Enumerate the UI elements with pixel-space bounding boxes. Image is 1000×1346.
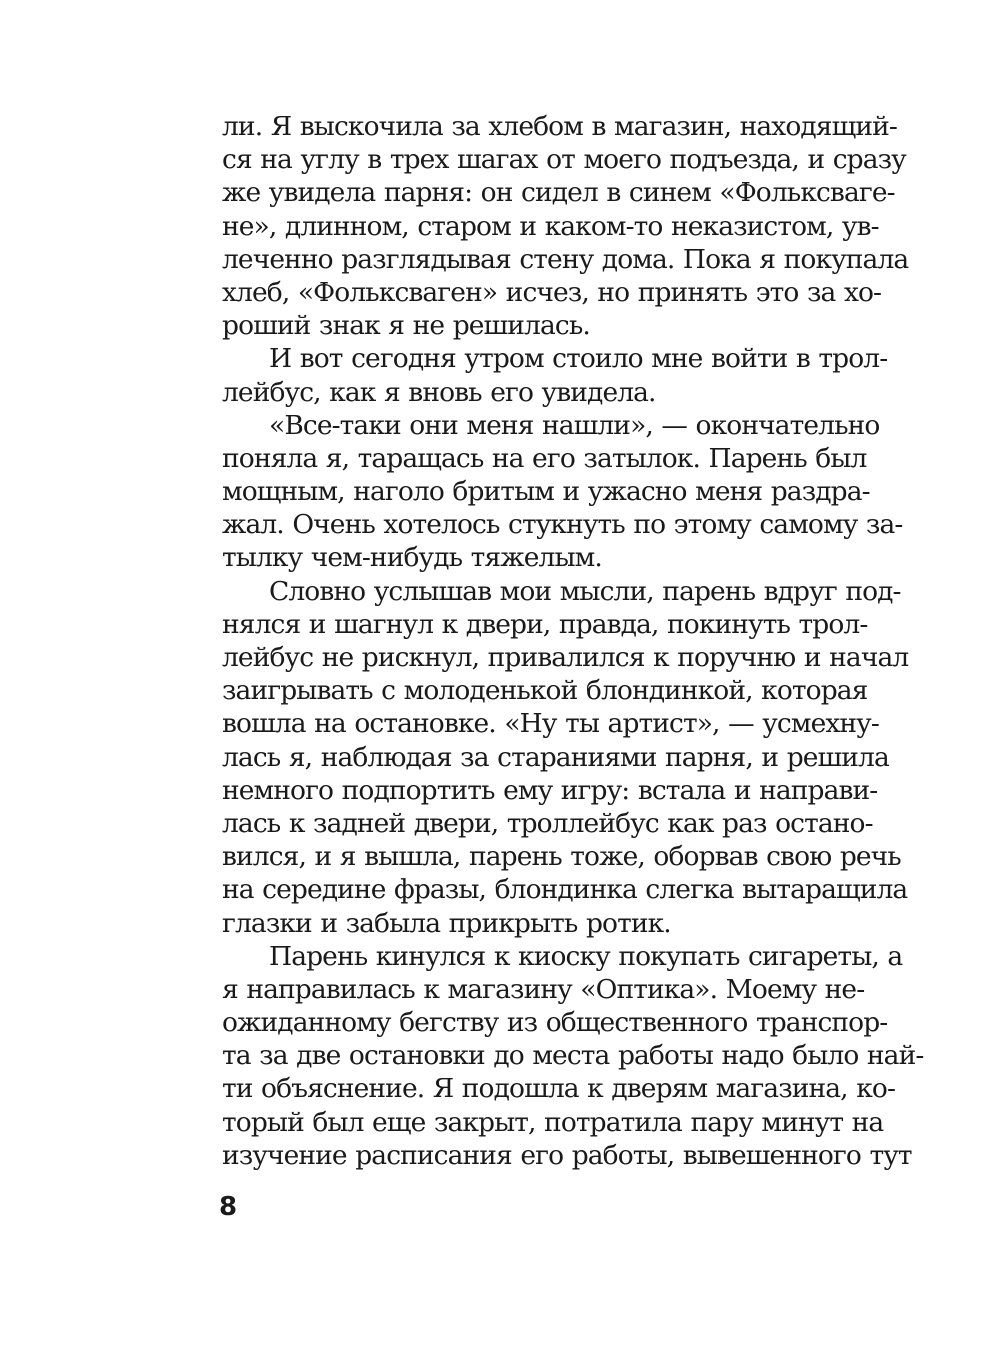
text-line: на середине фразы, блондинка слегка вытаращила [222, 874, 908, 906]
text-line: тылку чем-нибудь тяжелым. [222, 542, 602, 574]
text-line: роший знак я не решилась. [222, 310, 590, 342]
text-line: торый был еще закрыт, потратила пару минут на [222, 1106, 884, 1138]
text-line: вился, и я вышла, парень тоже, оборвав свою речь [222, 841, 901, 873]
text-line: хлеб, «Фольксваген» исчез, но принять это за хо- [222, 276, 882, 308]
text-line: заигрывать с молоденькой блондинкой, которая [222, 675, 868, 707]
text-line: ли. Я выскочила за хлебом в магазин, находящий- [222, 111, 897, 142]
text-line: немного подпортить ему игру: встала и направи- [222, 774, 878, 806]
text-line: мощным, наголо бритым и ужасно меня раздра- [222, 476, 870, 508]
text-line: леченно разглядывая стену дома. Пока я покупала [222, 243, 909, 275]
text-line: та за две остановки до места работы надо было най- [222, 1040, 924, 1072]
text-line: не», длинном, старом и каком-то неказистом, ув- [222, 210, 879, 242]
text-line: вошла на остановке. «Ну ты артист», — усмехну- [222, 708, 879, 740]
text-line: глазки и забыла прикрыть ротик. [222, 907, 671, 939]
text-line: лейбус не рискнул, привалился к поручню и начал [222, 642, 909, 673]
text-line: лейбус, как я вновь его увидела. [222, 376, 656, 408]
text-line: лась к задней двери, троллейбус как раз остано- [222, 807, 873, 839]
text-line: лась я, наблюдая за стараниями парня, и решила [222, 741, 889, 773]
text-line: И вот сегодня утром стоило мне войти в трол- [269, 343, 888, 375]
text-line: ти объяснение. Я подошла к дверям магазина, ко- [222, 1073, 895, 1105]
text-line: ожиданному бегству из общественного транспор- [222, 1007, 888, 1039]
text-line: «Все-таки они меня нашли», — окончательно [269, 409, 880, 441]
text-line: поняла я, таращась на его затылок. Парень был [222, 442, 867, 474]
text-line: Парень кинулся к киоску покупать сигареты, а [269, 940, 903, 972]
text-line: Словно услышав мои мысли, парень вдруг под- [269, 575, 901, 607]
text-line: жал. Очень хотелось стукнуть по этому самому за- [222, 509, 903, 541]
text-line: же увидела парня: он сидел в синем «Фольксваге- [222, 177, 895, 209]
body-text [222, 110, 924, 1172]
text-line: изучение расписания его работы, вывешенного тут [222, 1139, 912, 1171]
text-line: нялся и шагнул к двери, правда, покинуть трол- [222, 608, 868, 640]
page-number: 8 [219, 1192, 238, 1222]
text-line: я направилась к магазину «Оптика». Моему не- [222, 973, 865, 1005]
text-line: ся на углу в трех шагах от моего подъезда, и сразу [222, 144, 906, 176]
